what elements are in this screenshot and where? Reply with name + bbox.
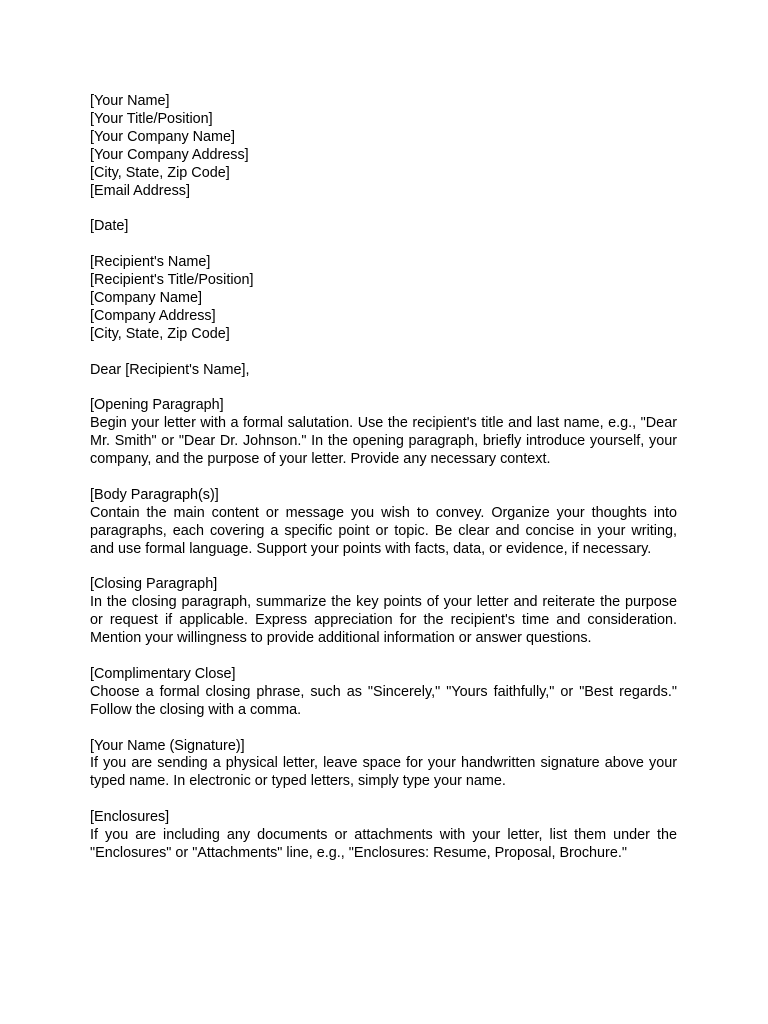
spacer: [90, 469, 677, 487]
sender-email: [Email Address]: [90, 182, 190, 199]
spacer: [90, 344, 677, 362]
recipient-city-state-zip: [City, State, Zip Code]: [90, 325, 230, 342]
section-heading: [Closing Paragraph]: [90, 576, 218, 593]
spacer: [90, 379, 677, 397]
section-heading: [Your Name (Signature)]: [90, 737, 245, 754]
sender-company: [Your Company Name]: [90, 128, 236, 145]
sender-city-state-zip: [City, State, Zip Code]: [90, 164, 230, 181]
recipient-name: [Recipient's Name]: [90, 254, 211, 271]
section-heading: [Opening Paragraph]: [90, 397, 224, 414]
section-closing: [90, 576, 677, 648]
section-heading: [Complimentary Close]: [90, 665, 236, 682]
recipient-title: [Recipient's Title/Position]: [90, 272, 254, 289]
letter-page: [90, 93, 677, 863]
sender-address: [Your Company Address]: [90, 146, 249, 163]
letter-date: [Date]: [90, 218, 129, 235]
spacer: [90, 558, 677, 576]
sender-title: [Your Title/Position]: [90, 110, 213, 127]
spacer: [90, 236, 677, 254]
section-signature: [90, 738, 677, 792]
section-heading: [Body Paragraph(s)]: [90, 486, 219, 503]
spacer: [90, 200, 677, 218]
recipient-block: [90, 254, 677, 344]
section-body: In the closing paragraph, summarize the key points of your letter and reiterate the purpose or request if applicable. Express appreciation for the recipient's time and consideration. Mention your willingness to provide additional information or answer questions.: [90, 594, 677, 647]
section-body: Begin your letter with a formal salutation. Use the recipient's title and last name, e.g., "Dear Mr. Smith" or "Dear Dr. Johnson." In the opening paragraph, briefly introduce yourself, your company, and the purpose of your letter. Provide any necessary context.: [90, 415, 677, 468]
salutation: Dear [Recipient's Name],: [90, 361, 250, 378]
section-opening: [90, 397, 677, 469]
spacer: [90, 791, 677, 809]
section-body-paragraphs: [90, 487, 677, 559]
spacer: [90, 720, 677, 738]
section-heading: [Enclosures]: [90, 809, 170, 826]
section-body: If you are sending a physical letter, leave space for your handwritten signature above your typed name. In electronic or typed letters, simply type your name.: [90, 755, 677, 790]
section-body: Choose a formal closing phrase, such as "Sincerely," "Yours faithfully," or "Best regards." Follow the closing with a comma.: [90, 683, 677, 718]
spacer: [90, 648, 677, 666]
section-body: Contain the main content or message you wish to convey. Organize your thoughts into paragraphs, each covering a specific point or topic. Be clear and concise in your writing, and use formal language. Support your points with facts, data, or evidence, if necessary.: [90, 504, 677, 557]
sender-name: [Your Name]: [90, 93, 170, 109]
recipient-company: [Company Name]: [90, 289, 202, 306]
section-body: If you are including any documents or attachments with your letter, list them under the "Enclosures" or "Attachments" line, e.g., "Enclosures: Resume, Proposal, Brochure.": [90, 827, 677, 861]
section-enclosures: [90, 809, 677, 863]
section-complimentary-close: [90, 666, 677, 720]
recipient-address: [Company Address]: [90, 307, 216, 324]
sender-block: [90, 93, 677, 200]
